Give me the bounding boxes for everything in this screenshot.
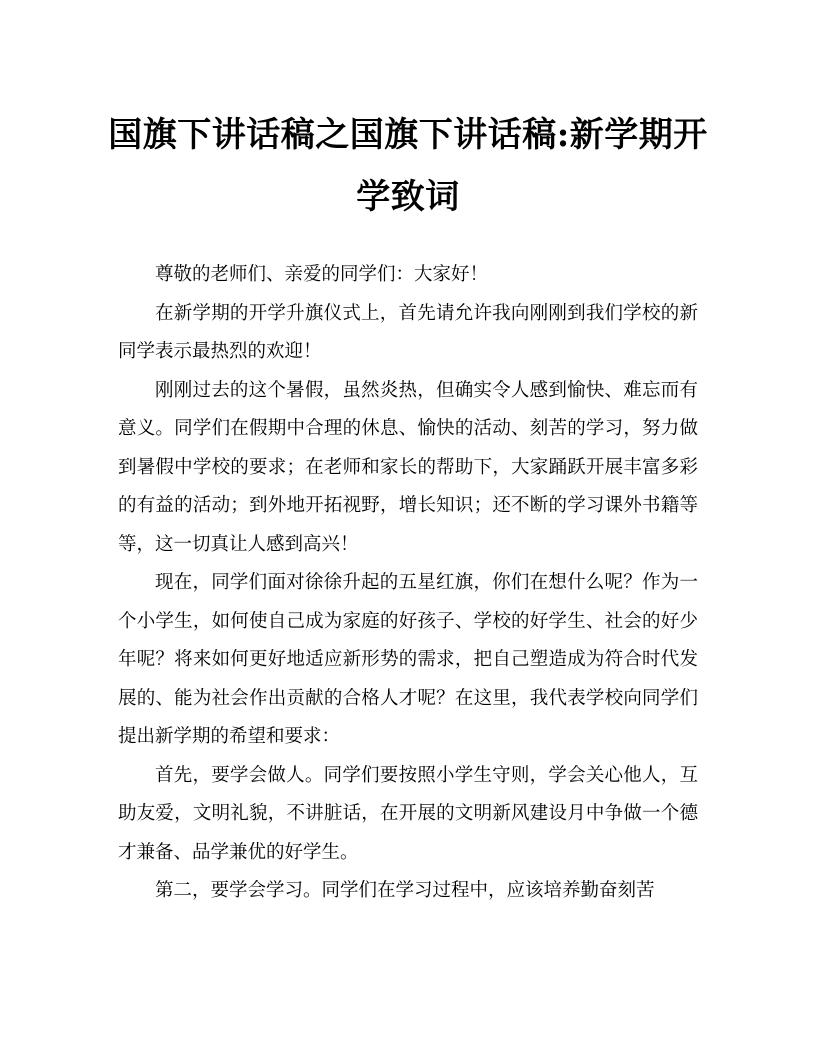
paragraph-flag: 现在，同学们面对徐徐升起的五星红旗，你们在想什么呢？作为一个小学生，如何使自己成为家庭的好孩子、学校的好学生、社会的好少年呢？将来如何更好地适应新形势的需求，把自己塑造成为符合时代发展的、能为社会作出贡献的合格人才呢？在这里，我代表学校向同学们提出新学期的希望和要求： bbox=[118, 572, 698, 747]
paragraph-second-requirement: 第二，要学会学习。同学们在学习过程中，应该培养勤奋刻苦 bbox=[155, 880, 655, 901]
document-title: 国旗下讲话稿之国旗下讲话稿:新学期开学致词 bbox=[108, 115, 708, 217]
paragraph-welcome: 在新学期的开学升旗仪式上，首先请允许我向刚刚到我们学校的新同学表示最热烈的欢迎！ bbox=[118, 302, 698, 362]
paragraph-summer: 刚刚过去的这个暑假，虽然炎热，但确实令人感到愉快、难忘而有意义。同学们在假期中合理的休息、愉快的活动、刻苦的学习，努力做到暑假中学校的要求；在老师和家长的帮助下，大家踊跃开展丰富多彩的有益的活动；到外地开拓视野，增长知识；还不断的学习课外书籍等等，这一切真让人感到高兴！ bbox=[118, 379, 698, 555]
document-body bbox=[118, 256, 698, 911]
paragraph-first-requirement: 首先，要学会做人。同学们要按照小学生守则，学会关心他人，互助友爱，文明礼貌，不讲脏话，在开展的文明新风建设月中争做一个德才兼备、品学兼优的好学生。 bbox=[118, 764, 698, 863]
paragraph-greeting: 尊敬的老师们、亲爱的同学们：大家好！ bbox=[155, 264, 489, 285]
